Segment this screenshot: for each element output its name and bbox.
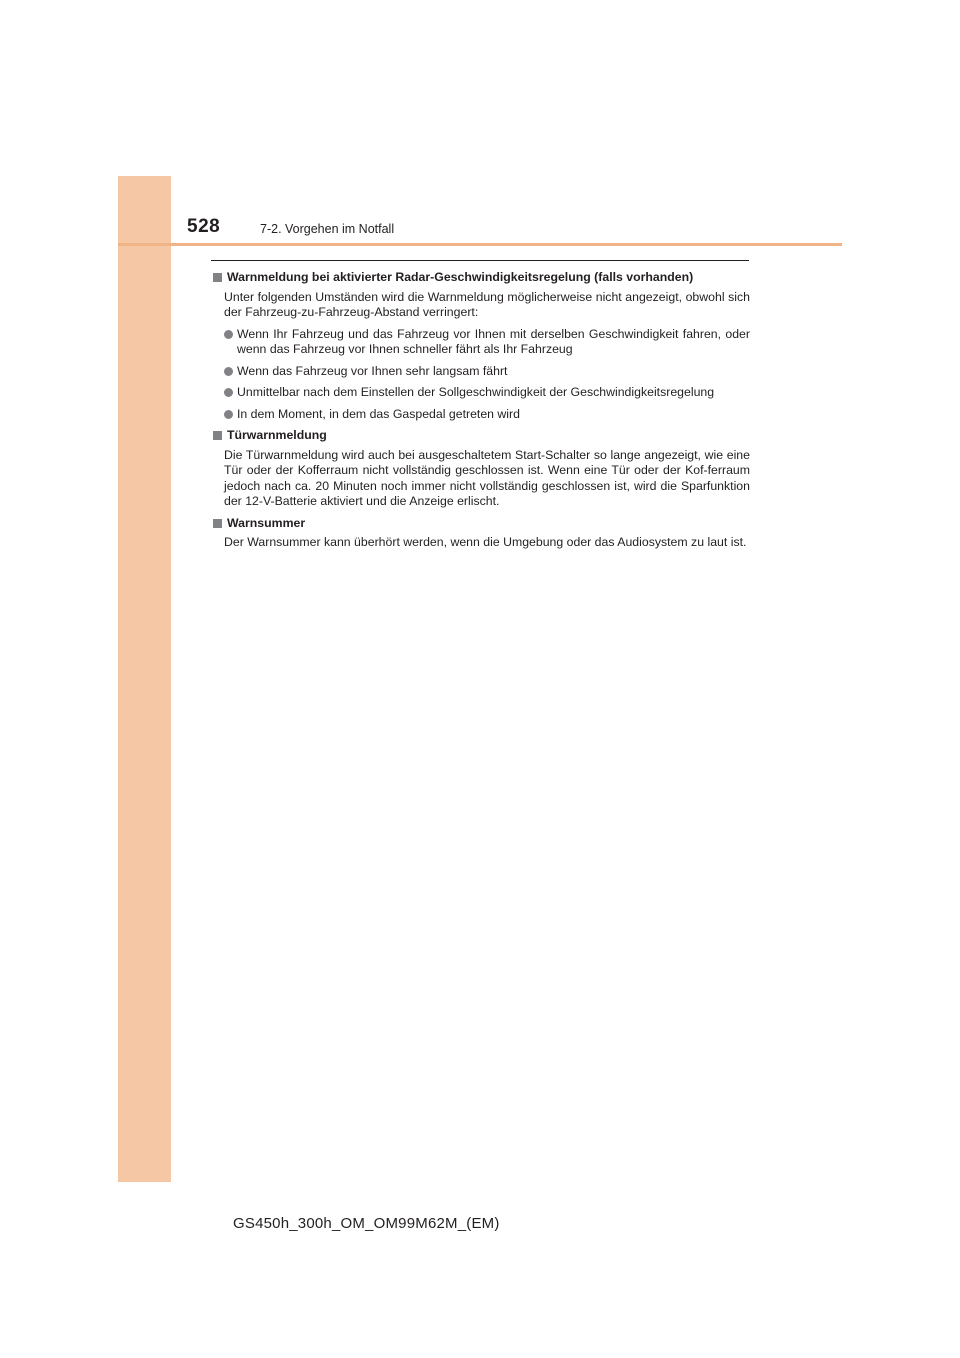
header-rule — [118, 243, 842, 246]
square-bullet-icon — [213, 273, 222, 282]
round-bullet-icon — [224, 330, 233, 339]
round-bullet-icon — [224, 388, 233, 397]
section-buzzer — [211, 516, 750, 551]
manual-code: GS450h_300h_OM_OM99M62M_(EM) — [233, 1215, 500, 1232]
content-body — [211, 270, 750, 557]
list-item — [224, 385, 750, 401]
side-color-band — [118, 176, 171, 1182]
square-bullet-icon — [213, 431, 222, 440]
square-bullet-icon — [213, 519, 222, 528]
list-item-text: In dem Moment, in dem das Gaspedal getreten wird — [237, 406, 520, 421]
list-item — [224, 364, 750, 380]
section-heading — [211, 428, 750, 444]
list-item — [224, 327, 750, 358]
content-top-rule — [211, 260, 749, 261]
page-number: 528 — [187, 216, 221, 237]
round-bullet-icon — [224, 367, 233, 376]
section-heading — [211, 270, 750, 286]
list-item — [224, 407, 750, 423]
list-item-text: Wenn das Fahrzeug vor Ihnen sehr langsam fährt — [237, 363, 508, 378]
heading-text: Türwarnmeldung — [227, 428, 327, 442]
section-text: Die Türwarnmeldung wird auch bei ausgeschaltetem Start-Schalter so lange angezeigt, wie eine Tür oder der Kofferraum nicht vollständig geschlossen ist. Wenn eine Tür oder der Kof-ferraum jedoch nach ca. 20 Minuten noch immer nicht vollständig geschlossen ist, wird die Sparfunktion der 12-V-Batterie aktiviert und die Anzeige erlischt. — [224, 447, 750, 508]
section-text: Unter folgenden Umständen wird die Warnmeldung möglicherweise nicht angezeigt, obwohl sich der Fahrzeug-zu-Fahrzeug-Abstand verringert: — [224, 289, 750, 319]
section-text: Der Warnsummer kann überhört werden, wenn die Umgebung oder das Audiosystem zu laut ist. — [224, 535, 747, 549]
heading-text: Warnmeldung bei aktivierter Radar-Geschwindigkeitsregelung (falls vorhanden) — [227, 270, 694, 284]
round-bullet-icon — [224, 410, 233, 419]
section-heading — [211, 516, 750, 532]
section-title: 7-2. Vorgehen im Notfall — [260, 222, 395, 236]
section-radar-warning — [211, 270, 750, 422]
section-door-warning — [211, 428, 750, 510]
heading-text: Warnsummer — [227, 515, 306, 530]
list-item-text: Wenn Ihr Fahrzeug und das Fahrzeug vor Ihnen mit derselben Geschwindigkeit fahren, oder wenn das Fahrzeug vor Ihnen schneller fährt als Ihr Fahrzeug — [237, 326, 750, 356]
list-item-text: Unmittelbar nach dem Einstellen der Sollgeschwindigkeit der Geschwindigkeitsregelung — [237, 385, 715, 399]
